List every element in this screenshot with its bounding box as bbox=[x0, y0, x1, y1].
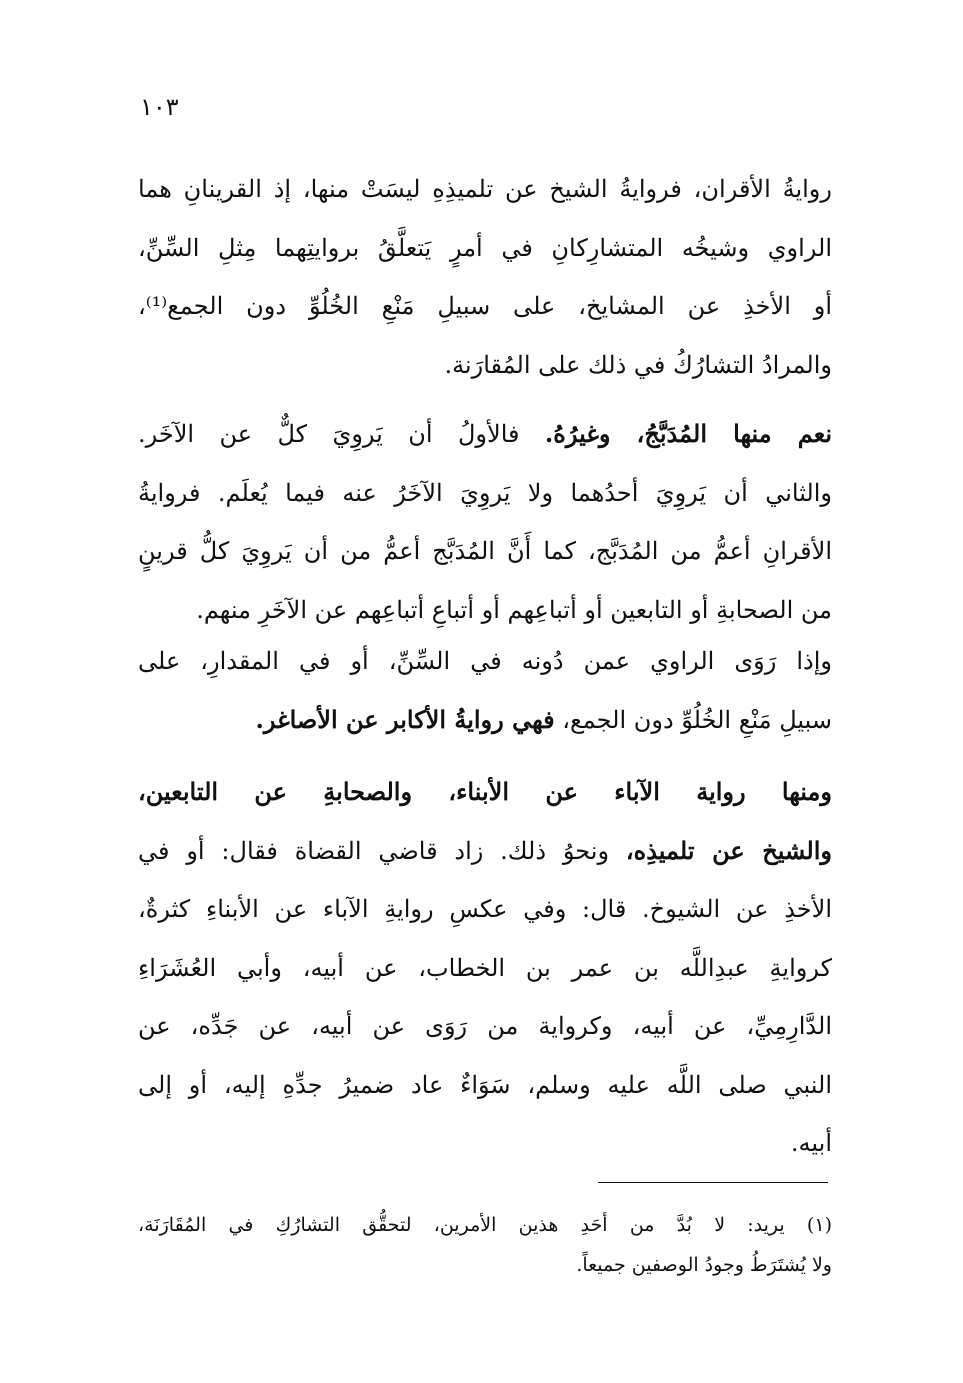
footnote-line: (١) يريد: لا بُدَّ من أحَدِ هذين الأمرين، لتحقُّق التشارُكِ في المُقَارَنَة، bbox=[138, 1214, 832, 1236]
bold-heading: نعم منها المُدَبَّجُ، وغيرُهُ. bbox=[544, 419, 832, 448]
paragraph-aba bbox=[138, 763, 832, 1173]
text-line bbox=[138, 822, 832, 881]
page-number: ١٠٣ bbox=[140, 93, 179, 121]
text-line: روايةُ الأقران، فروايةُ الشيخ عن تلميذِهِ ليسَتْ منها، إذ القرينانِ هما bbox=[138, 175, 832, 203]
paragraph-aqran bbox=[138, 160, 832, 394]
text-line: كروايةِ عبدِاللَّه بن عمر بن الخطاب، عن أبيه، وأبي العُشَرَاءِ bbox=[138, 953, 832, 982]
text-run: ونحوُ ذلك. زاد قاضي القضاة فقال: أو في bbox=[138, 836, 626, 865]
bold-heading: والشيخ عن تلميذِه، bbox=[625, 835, 832, 865]
text-line: أبيه. bbox=[790, 1129, 832, 1157]
footnote-divider bbox=[598, 1182, 828, 1183]
text-line: الأقرانِ أعمُّ من المُدَبَّج، كما أَنَّ المُدَبَّج أعمُّ من أن يَروِيَ كلُّ قرينٍ bbox=[138, 537, 832, 565]
text-line: أو الأخذِ عن المشايخ، على سبيلِ مَنْعِ الخُلُوِّ دون الجمع⁽¹⁾، bbox=[138, 292, 832, 320]
text-run: فالأولُ أن يَروِيَ كلٌّ عن الآخَر. bbox=[138, 420, 545, 448]
bold-heading: ومنها رواية الآباء عن الأبناء، والصحابةِ عن التابعين، bbox=[138, 777, 832, 806]
bold-heading: فهي روايةُ الأكابر عن الأصاغر. bbox=[255, 704, 555, 734]
text-line: من الصحابةِ أو التابعين أو أتباعِهم أو أتباعِ أتباعِهم عن الآخَرِ منهم. bbox=[196, 595, 832, 624]
text-line: الراوي وشيخُه المتشارِكانِ في أمرٍ يَتعلَّقُ بروايتِهما مِثلِ السِّنِّ، bbox=[138, 233, 832, 262]
paragraph-mudabbaj bbox=[138, 405, 832, 639]
text-line bbox=[138, 405, 832, 464]
paragraph-akabir bbox=[138, 632, 832, 749]
text-line: الدَّارِمِيِّ، عن أبيه، وكرواية من رَوَى عن أبيه، عن جَدِّه، عن bbox=[138, 1012, 832, 1040]
text-line bbox=[138, 691, 832, 750]
text-line: النبي صلى اللَّه عليه وسلم، سَوَاءٌ عاد ضميرُ جدِّهِ إليه، أو إلى bbox=[138, 1070, 832, 1099]
text-run: سبيلِ مَنْعِ الخُلُوِّ دون الجمع، bbox=[554, 705, 832, 734]
footnote-line: ولا يُشتَرَطُ وجودُ الوصفين جميعاً. bbox=[576, 1254, 832, 1276]
text-line: وإذا رَوَى الراوي عمن دُونه في السِّنِّ، أو في المقدارِ، على bbox=[138, 647, 832, 675]
text-line: الأخذِ عن الشيوخ. قال: وفي عكسِ روايةِ الآباء عن الأبناءِ كثرةٌ، bbox=[138, 895, 832, 923]
text-line: والثاني أن يَروِيَ أحدُهما ولا يَروِيَ الآخَرُ عنه فيما يُعلَم. فروايةُ bbox=[138, 478, 832, 507]
text-line: والمرادُ التشارُكُ في ذلك على المُقارَنة. bbox=[444, 350, 832, 379]
footnotes bbox=[138, 1205, 832, 1285]
